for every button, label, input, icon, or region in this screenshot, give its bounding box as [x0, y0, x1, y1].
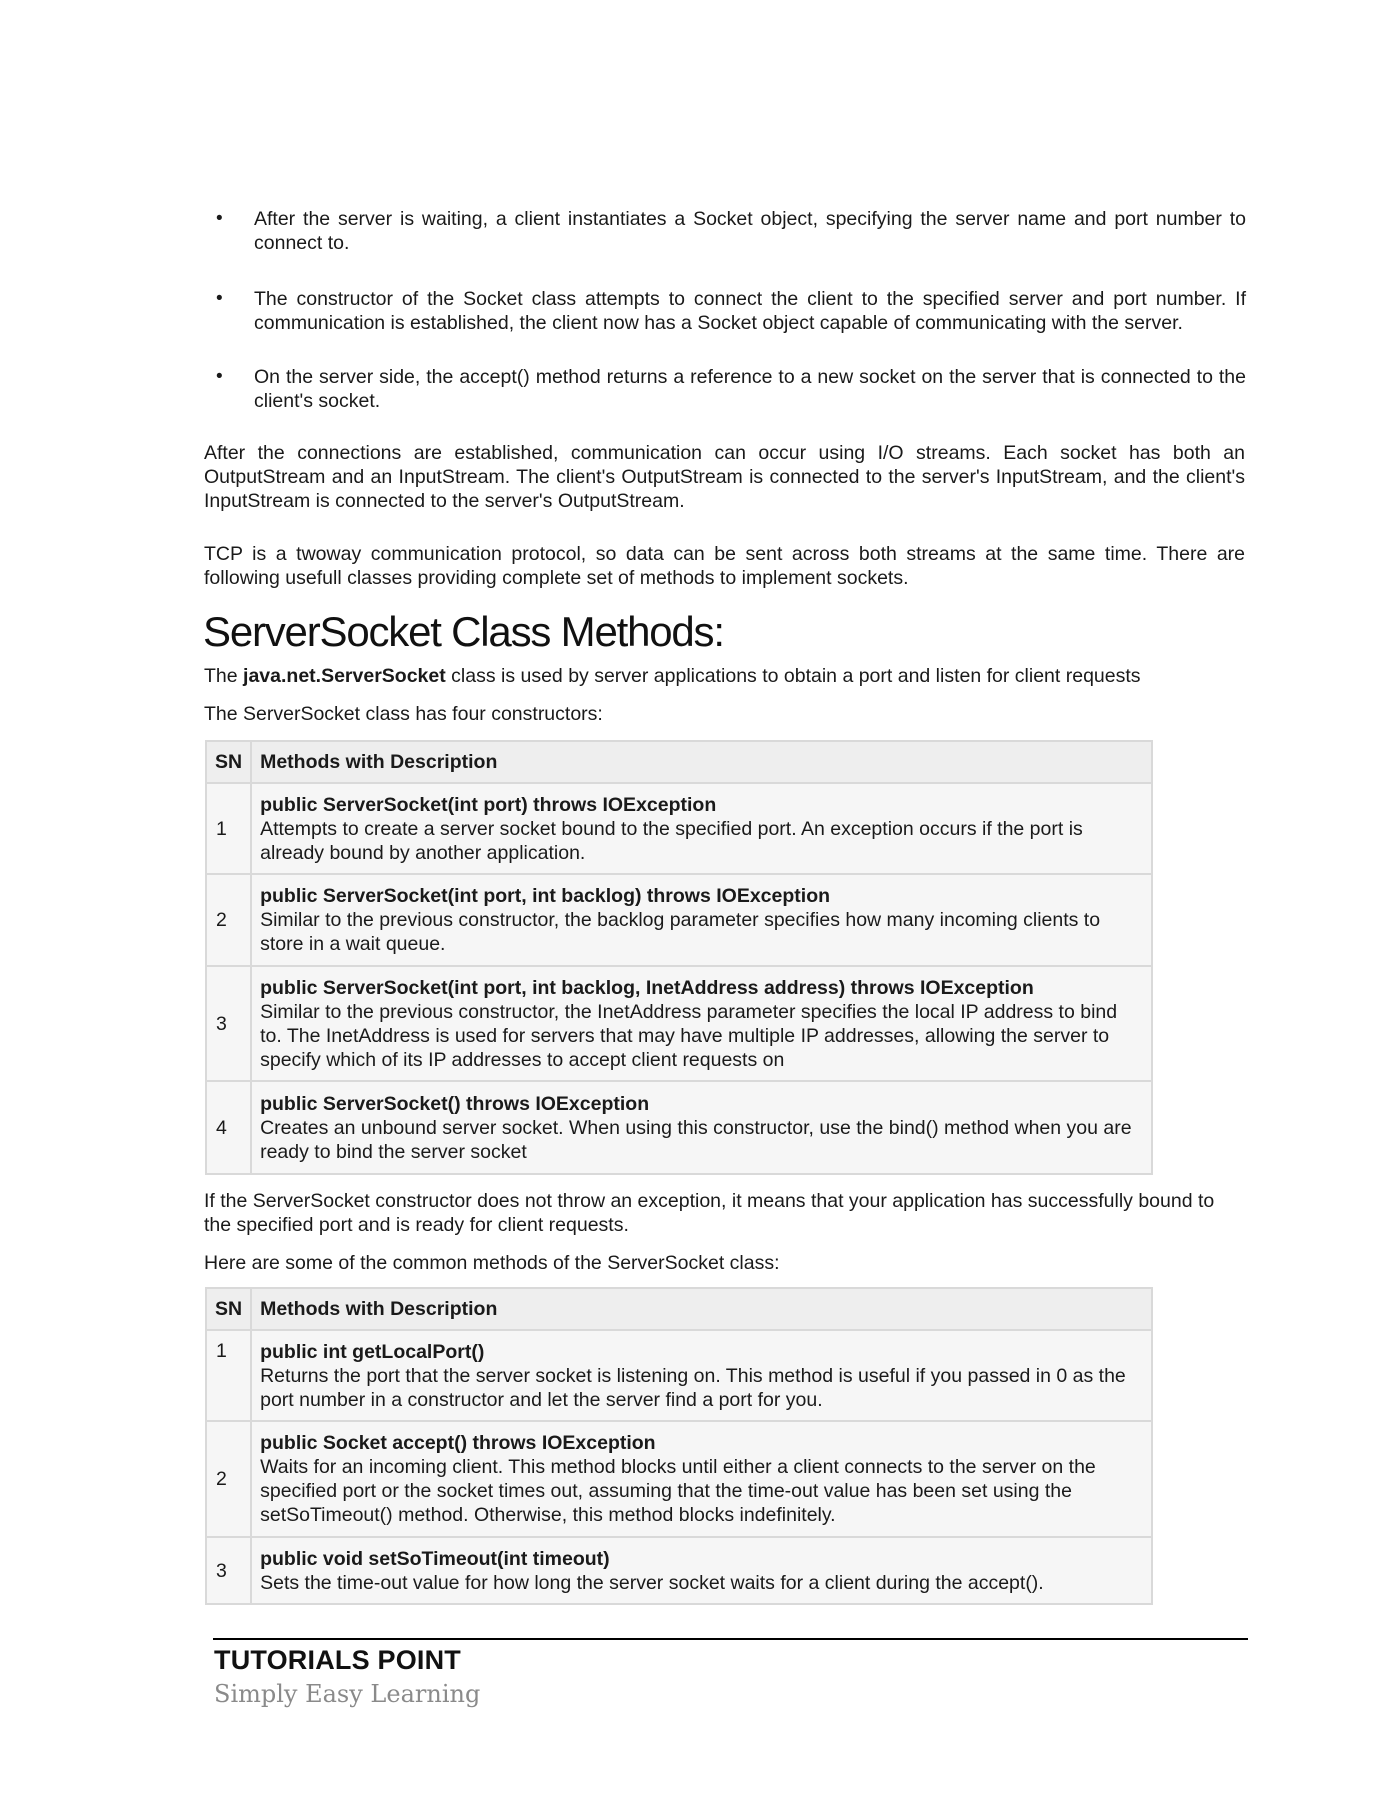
- constructors-table: [205, 740, 1153, 1175]
- bullet-icon: •: [216, 208, 223, 229]
- header-methods: Methods with Description: [251, 1288, 1152, 1330]
- bullet-text: After the server is waiting, a client instantiates a Socket object, specifying the server name and port number to connect to.: [254, 208, 1246, 254]
- bullet-icon: •: [216, 366, 223, 387]
- table-row: [206, 966, 1152, 1081]
- row-sn: 2: [206, 1421, 251, 1537]
- tcp-paragraph: TCP is a twoway communication protocol, so data can be sent across both streams at the same time. There are following usefull classes providing complete set of methods to implement sockets.: [204, 543, 1245, 589]
- class-name: java.net.ServerSocket: [243, 665, 446, 687]
- method-description: Waits for an incoming client. This method blocks until either a client connects to the server on the specified port or the socket times out, assuming that the time-out value has been set using the setSoTimeout() method. Otherwise, this method blocks indefinitely.: [260, 1456, 1096, 1526]
- methods-table: [205, 1287, 1153, 1605]
- table-row: [206, 783, 1152, 874]
- method-description: Returns the port that the server socket is listening on. This method is useful if you passed in 0 as the port number in a constructor and let the server find a port for you.: [260, 1364, 1126, 1411]
- method-signature: public ServerSocket(int port, int backlog) throws IOException: [260, 885, 831, 907]
- header-sn: SN: [206, 741, 251, 783]
- bullet-item: [216, 207, 1246, 255]
- method-signature: public ServerSocket(int port) throws IOException: [260, 793, 717, 816]
- row-sn: 1: [206, 1330, 251, 1421]
- streams-paragraph: After the connections are established, communication can occur using I/O streams. Each socket has both an OutputStream and an InputStream. The client's OutputStream is connected to the server's InputStream, and the client's InputStream is connected to the server's OutputStream.: [204, 442, 1245, 512]
- serversocket-intro: [204, 664, 1245, 688]
- footer-tagline: Simply Easy Learning: [214, 1680, 481, 1708]
- method-description: Creates an unbound server socket. When using this constructor, use the bind() method when you are ready to bind the server socket: [260, 1116, 1132, 1163]
- row-sn: 4: [206, 1081, 251, 1174]
- row-method: [251, 783, 1152, 874]
- row-sn: 3: [206, 1537, 251, 1604]
- intro-suffix: class is used by server applications to obtain a port and listen for client requests: [445, 665, 1141, 687]
- method-signature: public ServerSocket() throws IOException: [260, 1092, 650, 1115]
- section-title: ServerSocket Class Methods:: [203, 608, 724, 655]
- method-description: Attempts to create a server socket bound to the specified port. An exception occurs if the port is already bound by another application.: [260, 817, 1083, 864]
- after-constructors-paragraph: If the ServerSocket constructor does not throw an exception, it means that your application has successfully bound to the specified port and is ready for client requests.: [204, 1190, 1215, 1236]
- table-header-row: [206, 1288, 1152, 1330]
- bullet-text: On the server side, the accept() method returns a reference to a new socket on the server that is connected to the client's socket.: [254, 366, 1246, 412]
- method-signature: public ServerSocket(int port, int backlog, InetAddress address) throws IOException: [260, 976, 1034, 999]
- bullet-icon: •: [216, 288, 223, 309]
- table-row: [206, 1537, 1152, 1604]
- method-signature: public Socket accept() throws IOException: [260, 1432, 656, 1454]
- row-method: [251, 1421, 1152, 1537]
- row-method: [251, 966, 1152, 1081]
- row-method: [251, 874, 1152, 966]
- intro-prefix: The: [204, 665, 244, 687]
- method-description: Similar to the previous constructor, the backlog parameter specifies how many incoming clients to store in a wait queue.: [260, 909, 1101, 955]
- bullet-text: The constructor of the Socket class attempts to connect the client to the specified server and port number. If communication is established, the client now has a Socket object capable of communicating with the server.: [254, 288, 1246, 334]
- footer-brand: TUTORIALS POINT: [214, 1645, 462, 1675]
- header-sn: SN: [206, 1288, 251, 1330]
- method-signature: public void setSoTimeout(int timeout): [260, 1547, 610, 1570]
- constructors-intro: The ServerSocket class has four constructors:: [204, 703, 603, 725]
- bullet-item: [216, 365, 1246, 413]
- row-sn: 1: [206, 783, 251, 874]
- table-row: [206, 1081, 1152, 1174]
- row-sn: 3: [206, 966, 251, 1081]
- header-methods: Methods with Description: [251, 741, 1152, 783]
- method-description: Sets the time-out value for how long the server socket waits for a client during the accept().: [260, 1571, 1044, 1594]
- table-row: [206, 1421, 1152, 1537]
- row-method: [251, 1081, 1152, 1174]
- table-row: [206, 874, 1152, 966]
- methods-intro: Here are some of the common methods of the ServerSocket class:: [204, 1252, 780, 1274]
- row-method: [251, 1330, 1152, 1421]
- method-signature: public int getLocalPort(): [260, 1340, 485, 1363]
- footer-divider: [213, 1638, 1248, 1640]
- row-method: [251, 1537, 1152, 1604]
- method-description: Similar to the previous constructor, the InetAddress parameter specifies the local IP address to bind to. The InetAddress is used for servers that may have multiple IP addresses, allowing the server to specify which of its IP addresses to accept client requests on: [260, 1000, 1118, 1071]
- table-row: [206, 1330, 1152, 1421]
- row-sn: 2: [206, 874, 251, 966]
- bullet-item: [216, 287, 1246, 335]
- table-header-row: [206, 741, 1152, 783]
